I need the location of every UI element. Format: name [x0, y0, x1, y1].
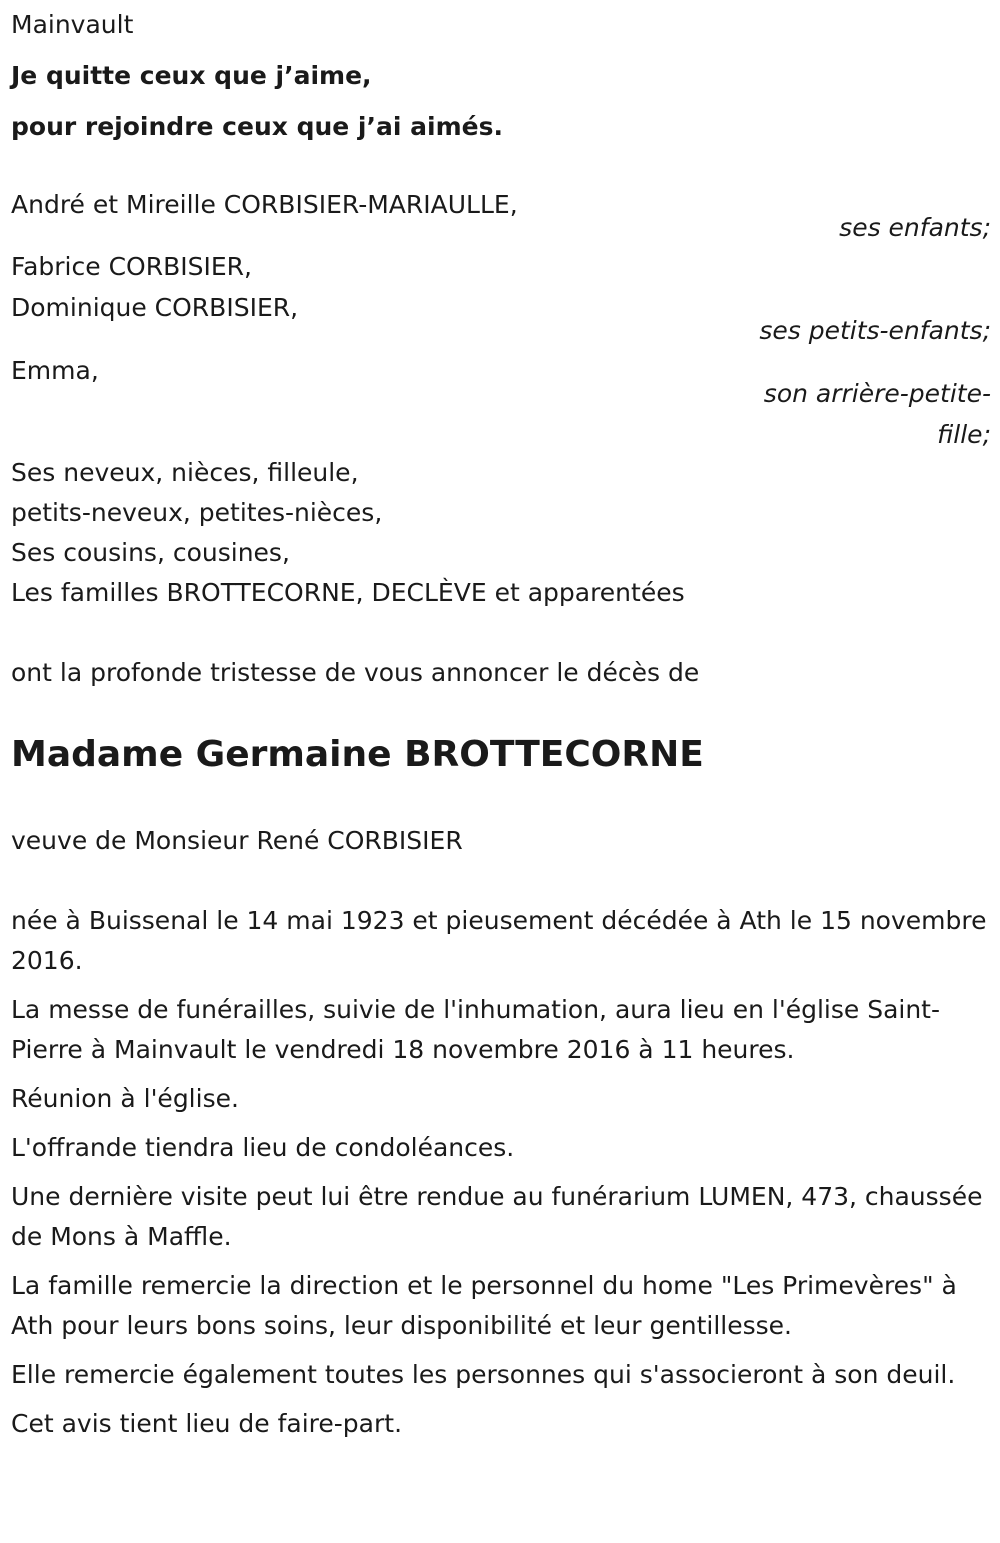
great-grandchild-role: fille;	[937, 420, 991, 449]
meeting-paragraph: Réunion à l'église.	[11, 1084, 239, 1113]
birth-death-paragraph: née à Buissenal le 14 mai 1923 et pieusement décédée à Ath le 15 novembre 2016.	[11, 906, 987, 975]
great-grandchild-role: son arrière-petite-	[763, 379, 991, 408]
announcement: ont la profonde tristesse de vous annoncer le décès de	[11, 658, 700, 687]
deceased-name: Madame Germaine BROTTECORNE	[11, 734, 704, 775]
paragraph-group	[11, 901, 991, 1444]
relatives-line: petits-neveux, petites-nièces,	[11, 498, 383, 527]
funeral-paragraph: La messe de funérailles, suivie de l'inhumation, aura lieu en l'église Saint-Pierre à Mainvault le vendredi 18 novembre 2016 à 11 heures.	[11, 995, 941, 1064]
closing-paragraph: Cet avis tient lieu de faire-part.	[11, 1409, 403, 1438]
relatives-line: Ses cousins, cousines,	[11, 538, 290, 567]
offering-paragraph: L'offrande tiendra lieu de condoléances.	[11, 1133, 515, 1162]
children-role: ses enfants;	[839, 213, 991, 242]
relatives-line: Ses neveux, nièces, filleule,	[11, 458, 359, 487]
visit-paragraph: Une dernière visite peut lui être rendue au funérarium LUMEN, 473, chaussée de Mons à Maffle.	[11, 1182, 983, 1251]
relatives-line: Les familles BROTTECORNE, DECLÈVE et apparentées	[11, 578, 685, 607]
epitaph-line-1: Je quitte ceux que j’aime,	[11, 61, 372, 90]
grandchild-name: Fabrice CORBISIER,	[11, 252, 252, 281]
location: Mainvault	[11, 10, 134, 39]
spouse-line: veuve de Monsieur René CORBISIER	[11, 826, 463, 855]
children-names: André et Mireille CORBISIER-MARIAULLE,	[11, 190, 518, 219]
thanks-paragraph: Elle remercie également toutes les personnes qui s'associeront à son deuil.	[11, 1360, 956, 1389]
epitaph-line-2: pour rejoindre ceux que j’ai aimés.	[11, 112, 503, 141]
thanks-paragraph: La famille remercie la direction et le personnel du home "Les Primevères" à Ath pour leurs bons soins, leur disponibilité et leur gentillesse.	[11, 1271, 957, 1340]
grandchildren-role: ses petits-enfants;	[759, 316, 991, 345]
great-grandchild-name: Emma,	[11, 356, 99, 385]
grandchild-name: Dominique CORBISIER,	[11, 293, 299, 322]
